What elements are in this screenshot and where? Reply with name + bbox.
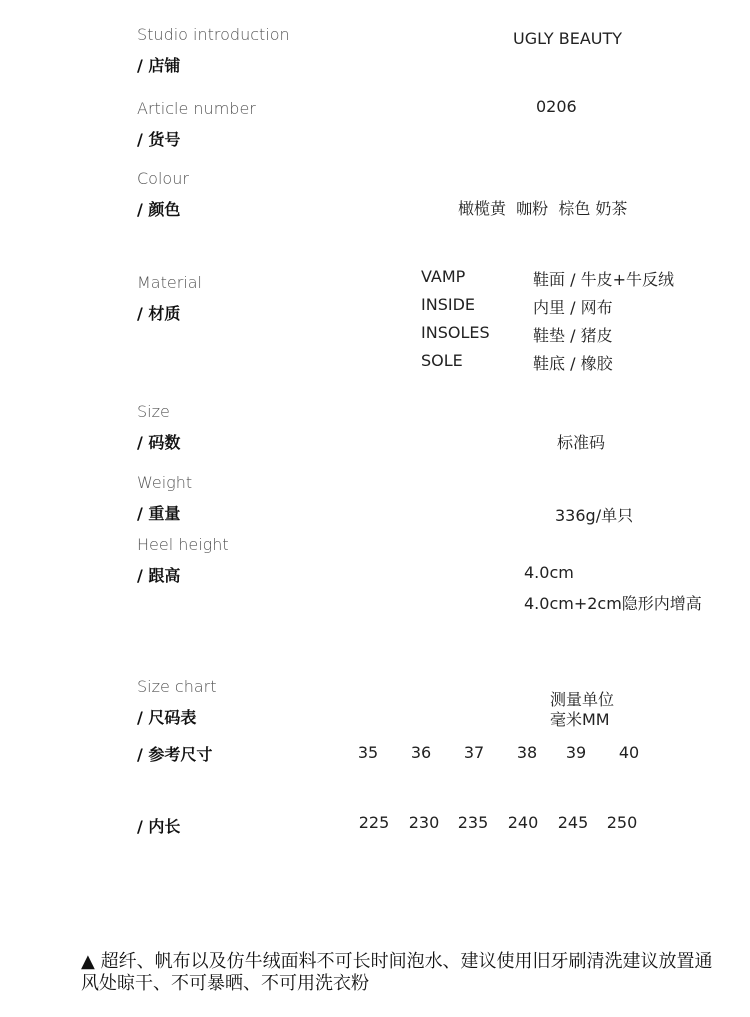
studio-label-en: Studio introduction: [137, 25, 290, 44]
material-desc-insoles: 鞋垫 / 猪皮: [533, 326, 613, 345]
material-label-zh: / 材质: [137, 304, 181, 323]
article-label-zh: / 货号: [137, 130, 181, 149]
size-value: 标准码: [557, 433, 606, 452]
heel-value-1: 4.0cm: [524, 563, 574, 582]
length-cell: 225: [358, 813, 390, 832]
colour-value: 橄榄黄 咖粉 棕色 奶茶: [458, 199, 628, 218]
studio-value: UGLY BEAUTY: [513, 29, 623, 48]
material-part-sole: SOLE: [421, 351, 463, 370]
heel-label-en: Heel height: [137, 535, 229, 554]
size-cell: 37: [463, 743, 485, 762]
size-label-zh: / 码数: [137, 433, 181, 452]
material-part-vamp: VAMP: [421, 267, 466, 286]
heel-value-2: 4.0cm+2cm隐形内增高: [524, 594, 702, 613]
length-cell: 245: [557, 813, 589, 832]
material-part-insoles: INSOLES: [421, 323, 490, 342]
unit-label: 测量单位: [550, 690, 615, 709]
size-cell: 35: [357, 743, 379, 762]
size-chart-label-zh: / 尺码表: [137, 708, 197, 727]
length-cell: 235: [457, 813, 489, 832]
colour-label-en: Colour: [137, 169, 189, 188]
studio-label-zh: / 店铺: [137, 56, 181, 75]
material-desc-vamp: 鞋面 / 牛皮+牛反绒: [533, 270, 674, 289]
material-desc-inside: 内里 / 网布: [533, 298, 613, 317]
inner-length-label: / 内长: [137, 817, 181, 836]
article-label-en: Article number: [137, 99, 256, 118]
size-cell: 38: [516, 743, 538, 762]
length-cell: 240: [507, 813, 539, 832]
size-cell: 40: [618, 743, 640, 762]
size-chart-label-en: Size chart: [137, 677, 217, 696]
size-cell: 36: [410, 743, 432, 762]
article-value: 0206: [536, 97, 577, 116]
weight-value: 336g/单只: [555, 506, 634, 525]
unit-value: 毫米MM: [550, 710, 610, 729]
ref-size-label: / 参考尺寸: [137, 745, 213, 764]
colour-label-zh: / 颜色: [137, 200, 181, 219]
care-note: ▲ 超纤、帆布以及仿牛绒面料不可长时间泡水、建议使用旧牙刷清洗建议放置通风处晾干、不可暴晒、不可用洗衣粉: [81, 951, 713, 994]
material-part-inside: INSIDE: [421, 295, 475, 314]
heel-label-zh: / 跟高: [137, 566, 181, 585]
material-desc-sole: 鞋底 / 橡胶: [533, 354, 613, 373]
material-label-en: Material: [137, 273, 202, 292]
size-label-en: Size: [137, 402, 170, 421]
size-cell: 39: [565, 743, 587, 762]
length-cell: 230: [408, 813, 440, 832]
weight-label-en: Weight: [137, 473, 193, 492]
weight-label-zh: / 重量: [137, 504, 181, 523]
length-cell: 250: [606, 813, 638, 832]
